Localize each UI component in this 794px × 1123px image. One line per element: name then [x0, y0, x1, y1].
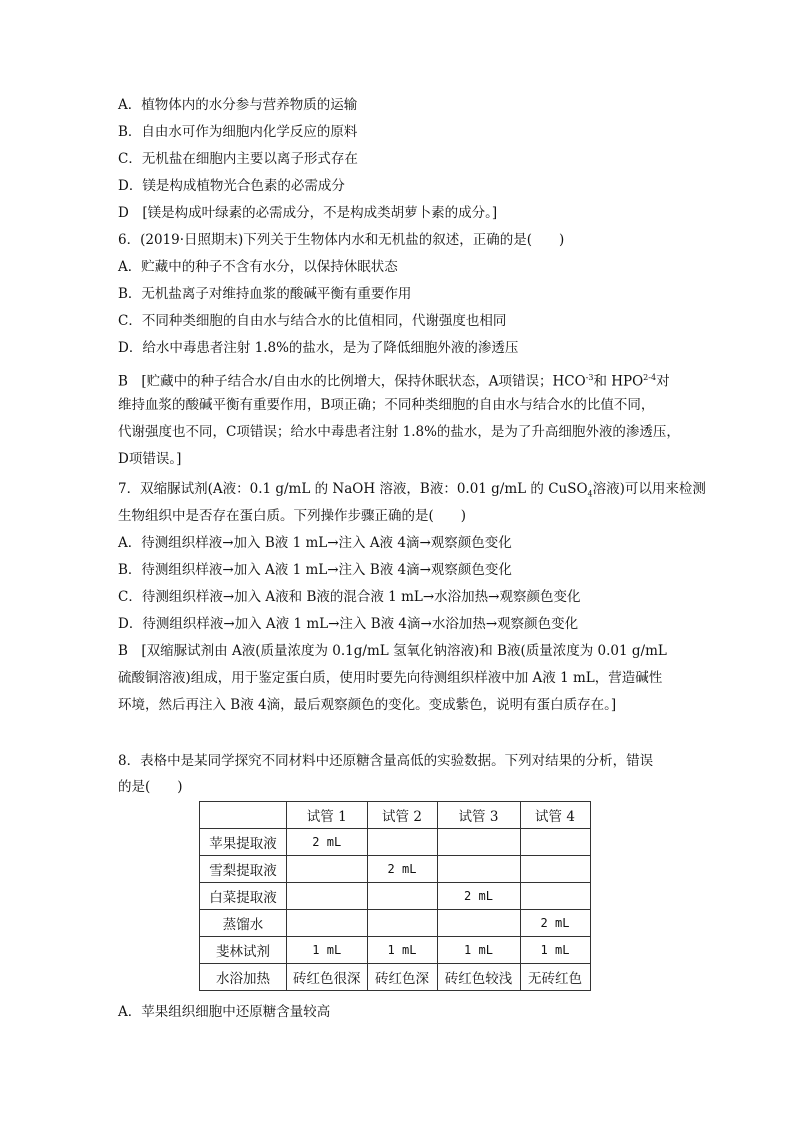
q7-stem-text: 7．双缩脲试剂(A液：0.1 g/mL 的 NaOH 溶液，B液：0.01 g/mL 的 CuSO [118, 481, 588, 497]
table-cell [520, 883, 590, 910]
table-header-cell: 试管 3 [437, 802, 520, 829]
table-row [200, 856, 591, 883]
option-7a: A．待测组织样液→加入 B液 1 mL→注入 A液 4滴→观察颜色变化 [118, 535, 512, 551]
row-label: 水浴加热 [200, 964, 287, 991]
option-6c: C．不同种类细胞的自由水与结合水的比值相同，代谢强度也相同 [118, 313, 507, 329]
table-cell [367, 829, 437, 856]
table-cell [520, 829, 590, 856]
option-8a: A．苹果组织细胞中还原糖含量较高 [118, 1004, 331, 1020]
table-cell: 1 mL [437, 937, 520, 964]
option-6a: A．贮藏中的种子不含有水分，以保持休眠状态 [118, 259, 398, 275]
option-7c: C．待测组织样液→加入 A液和 B液的混合液 1 mL→水浴加热→观察颜色变化 [118, 589, 581, 605]
table-header-cell: 试管 2 [367, 802, 437, 829]
table-header-row [200, 802, 591, 829]
table-header-cell [200, 802, 287, 829]
table-header-cell: 试管 1 [287, 802, 368, 829]
table-header-cell: 试管 4 [520, 802, 590, 829]
table-cell [367, 910, 437, 937]
table-cell [287, 910, 368, 937]
answer-6-line2: 维持血浆的酸碱平衡有重要作用，B项正确；不同种类细胞的自由水与结合水的比值不同， [118, 397, 655, 413]
option-6d: D．给水中毒患者注射 1.8%的盐水，是为了降低细胞外液的渗透压 [118, 340, 519, 356]
table-cell [367, 883, 437, 910]
question-7-stem-line2: 生物组织中是否存在蛋白质。下列操作步骤正确的是( ) [118, 508, 467, 524]
table-row [200, 883, 591, 910]
table-cell: 1 mL [287, 937, 368, 964]
table-cell [520, 856, 590, 883]
q7-stem-tail: 溶液)可以用来检测 [592, 481, 706, 497]
answer-5: D [镁是构成叶绿素的必需成分，不是构成类胡萝卜素的成分。] [118, 205, 498, 221]
table-cell: 2 mL [520, 910, 590, 937]
answer-6-line4: D项错误。] [118, 451, 182, 467]
option-5b: B．自由水可作为细胞内化学反应的原料 [118, 124, 358, 140]
table-row [200, 964, 591, 991]
answer-6-text: B [贮藏中的种子结合水/自由水的比例增大，保持休眠状态，A项错误；HCO [118, 373, 586, 390]
answer-7-line2: 硫酸铜溶液)组成，用于鉴定蛋白质，使用时要先向待测组织样液中加 A液 1 mL，营造碱性 [118, 670, 663, 686]
table-cell: 砖红色很深 [287, 964, 368, 991]
row-label: 白菜提取液 [200, 883, 287, 910]
option-5d: D．镁是构成植物光合色素的必需成分 [118, 178, 345, 194]
experiment-table [199, 801, 591, 991]
table-row [200, 829, 591, 856]
table-cell: 2 mL [437, 883, 520, 910]
table-cell: 无砖红色 [520, 964, 590, 991]
table-row [200, 910, 591, 937]
table-cell: 1 mL [367, 937, 437, 964]
question-7-stem-line1 [118, 480, 706, 504]
table-cell [437, 910, 520, 937]
question-8-stem-line1: 8．表格中是某同学探究不同材料中还原糖含量高低的实验数据。下列对结果的分析，错误 [118, 753, 654, 769]
hpo-charge: 2-4 [643, 373, 657, 382]
table-cell: 2 mL [287, 829, 368, 856]
option-5a: A．植物体内的水分参与营养物质的运输 [118, 97, 358, 113]
table-cell [437, 829, 520, 856]
option-6b: B．无机盐离子对维持血浆的酸碱平衡有重要作用 [118, 286, 412, 302]
table-cell: 砖红色深 [367, 964, 437, 991]
cuso-subscript: 4 [587, 489, 593, 499]
hco-charge: -3 [585, 373, 594, 382]
answer-6-line1 [118, 369, 670, 391]
table-row [200, 937, 591, 964]
answer-7-line3: 环境，然后再注入 B液 4滴，最后观察颜色的变化。变成紫色，说明有蛋白质存在。] [118, 697, 617, 713]
question-6-stem: 6．(2019·日照期末)下列关于生物体内水和无机盐的叙述，正确的是( ) [118, 232, 565, 248]
answer-7-line1: B [双缩脲试剂由 A液(质量浓度为 0.1g/mL 氢氧化钠溶液)和 B液(质量浓度为 0.01 g/mL [118, 643, 667, 659]
question-8-stem-line2: 的是( ) [118, 779, 183, 795]
hpo-tail: 对 [656, 373, 670, 390]
table-cell: 1 mL [520, 937, 590, 964]
table-cell [437, 856, 520, 883]
row-label: 斐林试剂 [200, 937, 287, 964]
option-5c: C．无机盐在细胞内主要以离子形式存在 [118, 151, 358, 167]
row-label: 雪梨提取液 [200, 856, 287, 883]
table-cell: 砖红色较浅 [437, 964, 520, 991]
row-label: 苹果提取液 [200, 829, 287, 856]
option-7b: B．待测组织样液→加入 A液 1 mL→注入 B液 4滴→观察颜色变化 [118, 562, 512, 578]
option-7d: D．待测组织样液→加入 A液 1 mL→注入 B液 4滴→水浴加热→观察颜色变化 [118, 616, 579, 632]
row-label: 蒸馏水 [200, 910, 287, 937]
table-cell [287, 883, 368, 910]
table-cell [287, 856, 368, 883]
table-cell: 2 mL [367, 856, 437, 883]
hco-and-hpo: 和 HPO [593, 373, 644, 390]
answer-6-line3: 代谢强度也不同，C项错误；给水中毒患者注射 1.8%的盐水，是为了升高细胞外液的渗透压， [118, 424, 680, 440]
